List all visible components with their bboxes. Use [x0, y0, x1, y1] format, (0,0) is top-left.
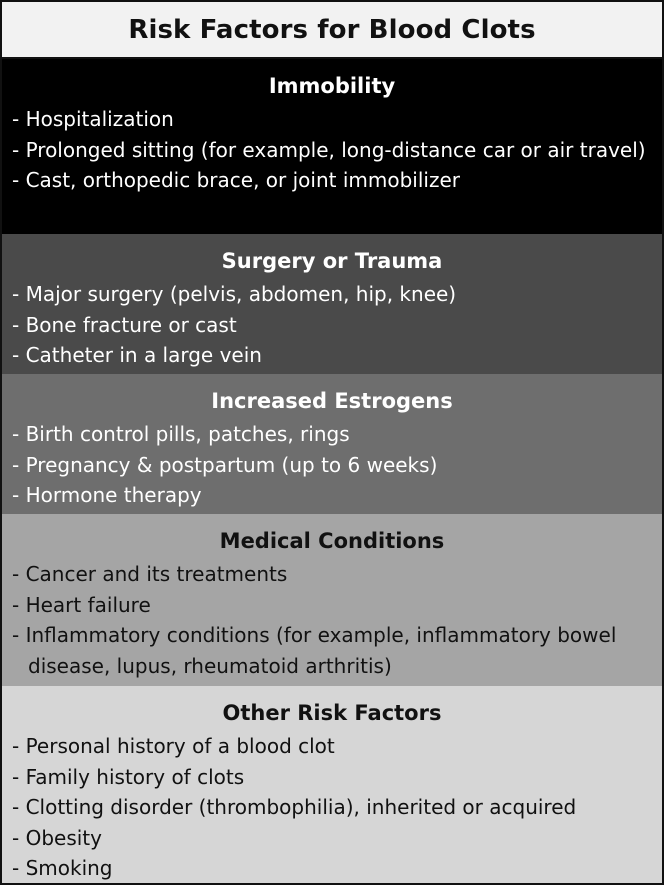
list-item: - Personal history of a blood clot: [12, 731, 652, 762]
list-item: - Hospitalization: [12, 104, 652, 135]
section-surgery-trauma: [2, 234, 662, 374]
list-item: - Clotting disorder (thrombophilia), inherited or acquired: [12, 792, 652, 823]
section-list: [12, 279, 652, 371]
list-item: - Heart failure: [12, 590, 652, 621]
list-item: - Family history of clots: [12, 762, 652, 793]
list-item: - Pregnancy & postpartum (up to 6 weeks): [12, 450, 652, 481]
section-heading: Immobility: [268, 74, 396, 98]
list-item: - Smoking: [12, 853, 652, 884]
section-list: [12, 419, 652, 511]
section-increased-estrogens: [2, 374, 662, 514]
section-list: [12, 559, 652, 681]
section-immobility: [2, 59, 662, 234]
list-item: - Major surgery (pelvis, abdomen, hip, knee): [12, 279, 652, 310]
page-title: Risk Factors for Blood Clots: [2, 2, 662, 59]
section-list: [12, 104, 652, 196]
section-heading: Surgery or Trauma: [221, 249, 443, 273]
list-item: - Prolonged sitting (for example, long-distance car or air travel): [12, 135, 652, 166]
list-item: - Cast, orthopedic brace, or joint immobilizer: [12, 165, 652, 196]
section-other-risk-factors: [2, 686, 662, 883]
section-heading: Medical Conditions: [219, 529, 445, 553]
list-item: - Obesity: [12, 823, 652, 854]
section-list: [12, 731, 652, 884]
list-item: - Cancer and its treatments: [12, 559, 652, 590]
section-heading: Other Risk Factors: [222, 701, 442, 725]
list-item: - Inflammatory conditions (for example, inflammatory bowel disease, lupus, rheumatoid arthritis): [12, 620, 652, 681]
list-item: - Hormone therapy: [12, 480, 652, 511]
list-item: - Bone fracture or cast: [12, 310, 652, 341]
section-heading: Increased Estrogens: [211, 389, 453, 413]
list-item: - Birth control pills, patches, rings: [12, 419, 652, 450]
section-medical-conditions: [2, 514, 662, 686]
list-item: - Catheter in a large vein: [12, 340, 652, 371]
